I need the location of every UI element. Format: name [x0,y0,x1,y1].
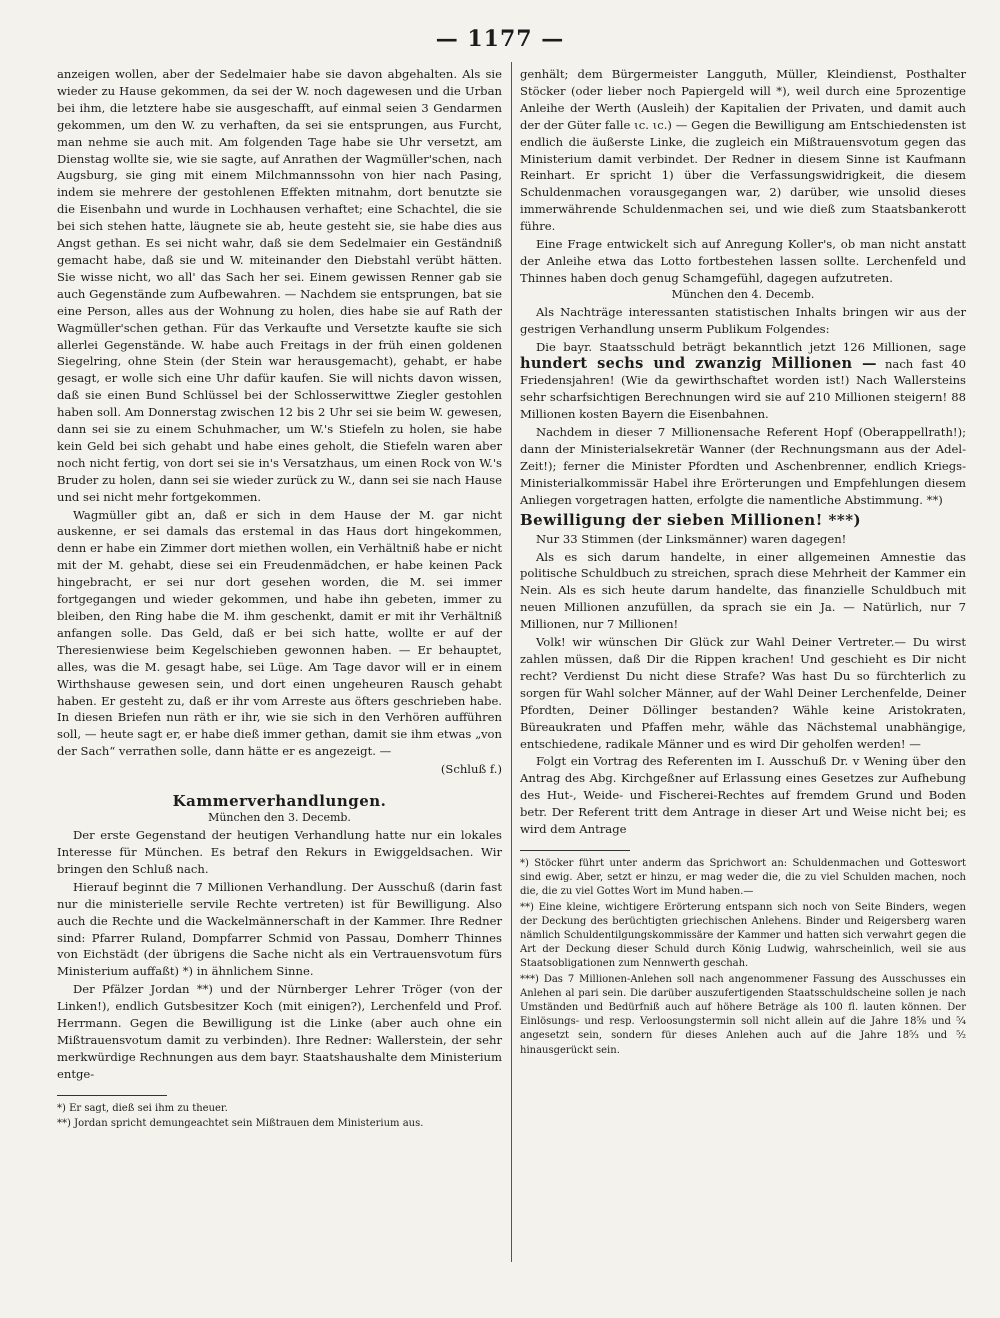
footnote: **) Eine kleine, wichtigere Erörterung entspann sich noch von Seite Binders, wegen der Deckung des berüchtigten griechischen Anlehens. Binder und Reigersberg waren nämlich Schuldentilgungskommissäre der Kammer und hatten sich verwahrt gegen die Art der Deckung dieser Schuld durch König Ludwig, wahrscheinlich, weil sie aus Staatsobligationen zum Nennwerth geschah. [520,901,966,970]
vote-heading: Bewilligung der sieben Millionen! ***) [520,510,862,529]
left-column [57,66,502,1132]
statistic-text: nach fast 40 Friedensjahren! (Wie da gewirthschaftet worden ist!) Nach Wallersteins sehr scharfsichtigen Berechnungen wird sie auf 210 Millionen steigern! 88 Millionen kosten Bayern die Eisenbahnen. [520,356,966,422]
article-paragraph: Eine Frage entwickelt sich auf Anregung Koller's, ob man nicht anstatt der Anleihe etwa das Lotto fortbestehen lassen sollte. Lerchenfeld und Thinnes haben doch genug Schamgefühl, dagegen aufzutreten. [520,237,966,285]
footnote: ***) Das 7 Millionen-Anlehen soll nach angenommener Fassung des Ausschusses ein Anlehen al pari sein. Die darüber auszufertigenden Staatsschuldscheine sollen je nach Umständen und Bedürfniß auch auf höhere Beträge als 100 fl. lauten können. Der Einlösungs- und resp. Verloosungstermin soll nicht allein auf die Jahre 18⁵⁄₈ und ⁵⁄₄ angesetzt sein, sondern für dieses Anlehen auch auf die Jahre 18⁵⁄₃ und ⁵⁄₂ hinausgerückt sein. [520,973,966,1056]
section-dateline: München den 3. Decemb. [208,811,351,825]
right-column [520,66,966,1059]
article-paragraph: Folgt ein Vortrag des Referenten im I. Ausschuß Dr. v Wening über den Antrag des Abg. Kirchgeßner auf Erlassung eines Gesetzes zur Aufhebung des Hut-, Weide- und Fischerei-Rechtes auf fremdem Grund und Boden betr. Der Referent tritt dem Antrage in dieser Art und Weise nicht bei; es wird dem Antrage [520,754,966,837]
article-paragraph: Der Pfälzer Jordan **) und der Nürnberger Lehrer Tröger (von der Linken!), endlich Gutsbesitzer Koch (mit einigen?), Lerchenfeld und Prof. Herrmann. Gegen die Bewilligung ist die Linke (aber auch ohne ein Mißtrauensvotum damit zu verbinden). Ihre Redner: Wallerstein, der sehr merkwürdige Rechnungen aus dem bayr. Staatshaushalte dem Ministerium entge- [57,982,502,1081]
page-number: — 1177 — [435,26,565,52]
footnote: *) Er sagt, dieß sei ihm zu theuer. [57,1102,228,1114]
article-paragraph: Der erste Gegenstand der heutigen Verhandlung hatte nur ein lokales Interesse für München. Es betraf den Rekurs in Ewiggeldsachen. Wir bringen den Schluß nach. [57,828,502,876]
article-paragraph: Volk! wir wünschen Dir Glück zur Wahl Deiner Vertreter.— Du wirst zahlen müssen, daß Dir die Rippen krachen! Und geschieht es Dir nicht recht? Verdienst Du nicht diese Strafe? Was hast Du so fürchterlich zu sorgen für Wahl solcher Männer, auf der Wahl Deiner Lerchenfelde, Deiner Pfordten, Deiner Döllinger bestanden? Wähle keine Aristokraten, Büreaukraten und Pfaffen mehr, wähle das Nächstemal unabhängige, entschiedene, radikale Männer und es wird Dir geholfen werden! — [520,635,966,751]
emphasized-sum: hundert sechs und zwanzig Millionen — [520,354,877,372]
footnote: **) Jordan spricht demungeachtet sein Mißtrauen dem Ministerium aus. [57,1117,424,1129]
article-paragraph: Als es sich darum handelte, in einer allgemeinen Amnestie das politische Schuldbuch zu streichen, sprach diese Mehrheit der Kammer ein Nein. Als es sich heute darum handelte, das finanzielle Schuldbuch mit neuen Millionen anzufüllen, da sprach sie ein Ja. — Natürlich, nur 7 Millionen, nur 7 Millionen! [520,549,966,632]
article-paragraph: anzeigen wollen, aber der Sedelmaier habe sie davon abgehalten. Als sie wieder zu Hause gekommen, da sei der W. noch dagewesen und die Urban bei ihm, die letztere habe sie ausgeschafft, auf einmal seien 3 Gendarmen gekommen, um den W. zu verhaften, da sei sie entsprungen, aus Furcht, man nehme sie auch mit. Am folgenden Tage habe sie Uhr versetzt, am Dienstag wollte sie, wie sie sagte, auf Anrathen der Wagmüller'schen, nach Augsburg, sie ging mit einem Milchmannssohn von hier nach Pasing, indem sie mehrere der gestohlenen Effekten mitnahm, dort benutzte sie die Eisenbahn und wurde in Lochhausen verhaftet; eine Schachtel, die sie bei sich stehen hatte, läugnete sie ab, heute gesteht sie, sie habe dies aus Angst gethan. Es sei nicht wahr, daß sie dem Sedelmaier ein Geständniß gemacht habe, daß sie und W. miteinander den Diebstahl verübt hätten. Sie wisse nicht, wo all' das Sach her sei. Einem gewissen Renner gab sie auch Gegenstände zum Aufbewahren. — Nachdem sie entsprungen, bat sie eine Person, alles aus der Wohnung zu holen, dies habe sie auf Rath der Wagmüller'schen gethan. Für das Verkaufte und Versetzte kaufte sie sich allerlei Gegenstände. W. habe auch Freitags in der früh einen goldenen Siegelring, ohne Stein (der Stein war herausgemacht), gehabt, er habe gesagt, er wolle sich eine Uhr dafür kaufen. Sie will nichts davon wissen, daß sie einen Bund Schlüssel bei der Schlosserwittwe Ziegler gestohlen haben soll. Am Donnerstag zwischen 12 bis 2 Uhr sei sie beim W. gewesen, dann sei sie zu einem Schuhmacher, um W.'s Stiefeln zu holen, sie habe kein Geld bei sich gehabt und habe eines geholt, die Stiefeln waren aber noch nicht fertig, von dort sei sie in's Versatzhaus, um einen Rock von W.'s Bruder zu holen, dann sei sie wieder zurück zu W., dann sei sie nach Hause und sei nicht mehr fortgekommen. [57,67,502,504]
article-paragraph: Als Nachträge interessanten statistischen Inhalts bringen wir aus der gestrigen Verhandlung unserm Publikum Folgendes: [520,304,966,336]
article-paragraph: genhält; dem Bürgermeister Langguth, Müller, Kleindienst, Posthalter Stöcker (oder lieber noch Papiergeld will *), weil durch eine 5prozentige Anleihe der Werth (Ausleih) der Kapitalien der Privaten, und damit auch der der Güter falle ɩc. ɩc.) — Gegen die Bewilligung am Entschiedensten ist endlich die äußerste Linke, die zugleich ein Mißtrauensvotum gegen das Ministerium damit verbindet. Der Redner in diesem Sinne ist Kaufmann Reinhart. Er spricht 1) über die Verfassungswidrigkeit, die diesem Schuldenmachen vorausgegangen war, 2) darüber, wie unsolid dieses immerwährende Schuldenmachen sei, und wie dieß zum Staatsbankerott führe. [520,67,966,234]
section-title: Kammerverhandlungen. [172,792,387,811]
footnote: *) Stöcker führt unter anderm das Sprichwort an: Schuldenmachen und Gotteswort sind ewig. Aber, setzt er hinzu, er mag weder die, die zu viel Schulden machen, noch die, die zu viel Gottes Wort im Mund haben.— [520,857,966,898]
section-dateline: München den 4. Decemb. [671,287,815,301]
article-paragraph: Nur 33 Stimmen (der Linksmänner) waren dagegen! [536,531,847,546]
article-paragraph: Hierauf beginnt die 7 Millionen Verhandlung. Der Ausschuß (darin fast nur die ministerielle servile Rechte vertreten) ist für Bewilligung. Also auch die Rechte und die Wackelmännerschaft in der Kammer. Ihre Redner sind: Pfarrer Ruland, Dompfarrer Schmid von Passau, Domherr Thinnes von Eichstädt (der übrigens die Sache nicht als ein Vertrauensvotum fürs Ministerium auffaßt) *) in ähnlichem Sinne. [57,879,502,979]
article-paragraph [520,339,966,424]
article-closing: (Schluß f.) [440,762,502,777]
statistic-text: Die bayr. Staatsschuld beträgt bekanntlich jetzt 126 Millionen, sage [536,339,966,354]
article-paragraph: Wagmüller gibt an, daß er sich in dem Hause der M. gar nicht auskenne, er sei damals das erstemal in das Haus dort hingekommen, denn er habe ein Zimmer dort miethen wollen, ein Verhältniß habe er nicht mit der M. gehabt, diese sei ein Freudenmädchen, er habe keinen Pack hingebracht, er sei nur dort gesehen worden, die M. sei immer fortgegangen und wieder gekommen, und habe ihn gebeten, immer zu bleiben, den Ring habe die M. ihm geschenkt, damit er mit ihr Verhältniß anfangen solle. Das Geld, daß er bei sich hatte, wollte er auf der Theresienwiese beim Kegelschieben gewonnen haben. — Er behauptet, alles, was die M. gesagt habe, sei Lüge. Am Tage davor will er in einem Wirthshause gewesen sein, und dort einen ungeheuren Rausch gehabt haben. Er gesteht zu, daß er ihr vom Arreste aus öfters geschrieben habe. In diesen Briefen nun räth er ihr, wie sie sich in den Verhören aufführen soll, — heute sagt er, er habe dieß immer gethan, damit sie ihm etwas „von der Sach“ verrathen solle, dann hätte er es angezeigt. — [57,507,502,759]
article-paragraph: Nachdem in dieser 7 Millionensache Referent Hopf (Oberappellrath!); dann der Ministerialsekretär Wanner (der Rechnungsmann aus der Adel-Zeit!); ferner die Minister Pfordten und Aschenbrenner, endlich Kriegs-Ministerialkommissär Habel ihre Erörterungen und Empfehlungen diesem Anliegen vorgetragen hatten, erfolgte die namentliche Abstimmung. **) [520,425,966,507]
footnote-rule [57,1095,167,1096]
column-divider [511,62,512,1262]
footnote-rule [520,850,630,851]
